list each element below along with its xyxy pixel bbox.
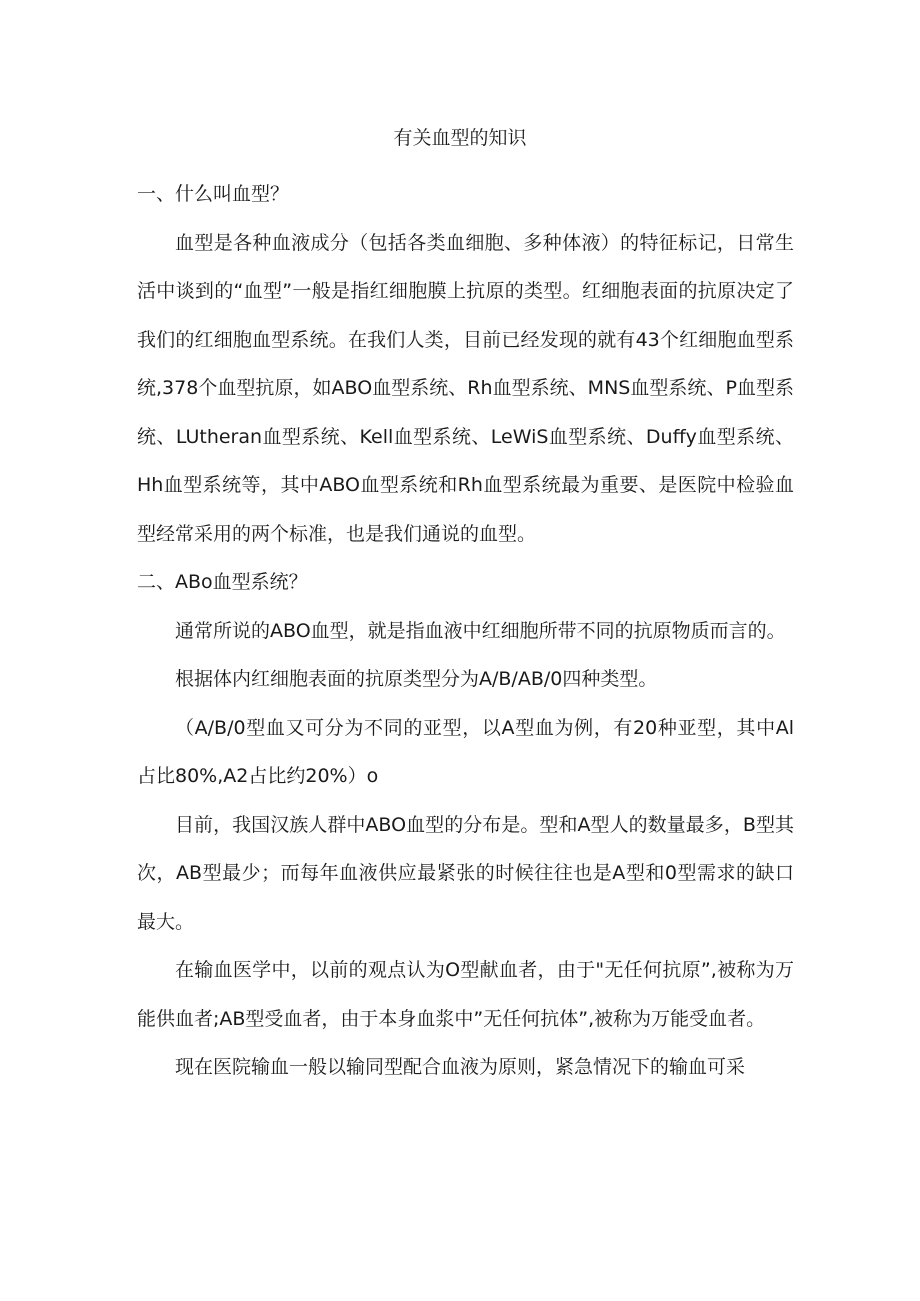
section-heading-abo-system: 二、ABo血型系统？	[137, 571, 308, 593]
paragraph-subtypes: （A/B/0型血又可分为不同的亚型，以A型血为例，有20种亚型，其中Al占比80%,A2占比约20%）o	[137, 716, 794, 787]
paragraph-abo-four-types: 根据体内红细胞表面的抗原类型分为A/B/AB/0四种类型。	[175, 668, 658, 690]
paragraph-abo-meaning: 通常所说的ABO血型，就是指血液中红细胞所带不同的抗原物质而言的。	[175, 619, 786, 642]
document-body	[137, 170, 794, 1092]
section-heading-what-is-blood-type: 一、什么叫血型？	[137, 183, 290, 205]
paragraph-blood-type-definition: 血型是各种血液成分（包括各类血细胞、多种体液）的特征标记，日常生活中谈到的“血型”一般是指红细胞膜上抗原的类型。红细胞表面的抗原决定了我们的红细胞血型系统。在我们人类，目前已经发现的就有43个红细胞血型系统,378个血型抗原，如ABO血型系统、Rh血型系统、MNS血型系统、P血型系统、LUtheran血型系统、Kell血型系统、LeWiS血型系统、Duffy血型系统、Hh血型系统等，其中ABO血型系统和Rh血型系统最为重要、是医院中检验血型经常采用的两个标准，也是我们通说的血型。	[137, 231, 794, 545]
paragraph-distribution: 目前，我国汉族人群中ABO血型的分布是。型和A型人的数量最多，B型其次，AB型最少；而每年血液供应最紧张的时候往往也是A型和0型需求的缺口最大。	[137, 813, 794, 933]
document-title: 有关血型的知识	[393, 127, 527, 149]
paragraph-universal-donor: 在输血医学中，以前的观点认为O型献血者，由于"无任何抗原”,被称为万能供血者;AB型受血者，由于本身血浆中”无任何抗体”,被称为万能受血者。	[137, 959, 794, 1030]
paragraph-transfusion-principle: 现在医院输血一般以输同型配合血液为原则，紧急情况下的输血可采	[175, 1056, 746, 1078]
